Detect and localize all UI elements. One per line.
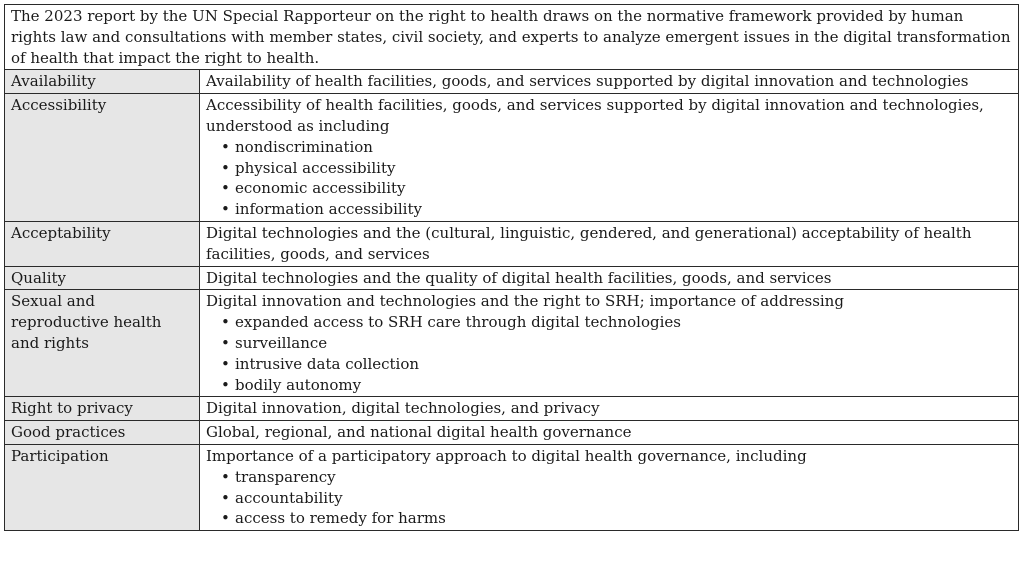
report-table-container bbox=[4, 4, 1019, 531]
row-description-text: Global, regional, and national digital health governance bbox=[206, 423, 632, 442]
table-row bbox=[5, 94, 1019, 222]
bullet-item: • information accessibility bbox=[235, 199, 1012, 220]
row-label-accessibility: Accessibility bbox=[5, 94, 200, 222]
table-row bbox=[5, 397, 1019, 421]
bullet-list bbox=[206, 467, 1012, 529]
row-description-text: Digital innovation, digital technologies, and privacy bbox=[206, 399, 600, 418]
bullet-item: • economic accessibility bbox=[235, 178, 1012, 199]
bullet-item: • bodily autonomy bbox=[235, 375, 1012, 396]
table-row bbox=[5, 266, 1019, 290]
bullet-item: • nondiscrimination bbox=[235, 137, 1012, 158]
row-label-availability: Availability bbox=[5, 70, 200, 94]
table-row bbox=[5, 70, 1019, 94]
table-row bbox=[5, 421, 1019, 445]
table-row bbox=[5, 221, 1019, 266]
right-to-health-table bbox=[4, 4, 1019, 531]
row-description-text: Digital technologies and the quality of digital health facilities, goods, and services bbox=[206, 268, 832, 287]
caption-row bbox=[5, 5, 1019, 70]
row-description-text: Digital technologies and the (cultural, linguistic, gendered, and generational) acceptability of health facilities, goods, and services bbox=[206, 223, 972, 263]
bullet-item: • transparency bbox=[235, 467, 1012, 488]
bullet-item: • physical accessibility bbox=[235, 158, 1012, 179]
table-caption: The 2023 report by the UN Special Rapporteur on the right to health draws on the normative framework provided by human rights law and consultations with member states, civil society, and experts to analyze emergent issues in the digital transformation of health that impact the right to health. bbox=[5, 5, 1019, 70]
row-description-text: Availability of health facilities, goods, and services supported by digital innovation and technologies bbox=[206, 72, 969, 91]
row-label-sexual-reproductive-health: Sexual and reproductive health and rights bbox=[5, 290, 200, 397]
row-description-text: Digital innovation and technologies and the right to SRH; importance of addressing bbox=[206, 292, 844, 311]
bullet-item: • expanded access to SRH care through digital technologies bbox=[235, 312, 1012, 333]
table-row bbox=[5, 444, 1019, 530]
row-label-right-to-privacy: Right to privacy bbox=[5, 397, 200, 421]
row-description-accessibility bbox=[200, 94, 1019, 222]
row-label-participation: Participation bbox=[5, 444, 200, 530]
bullet-item: • intrusive data collection bbox=[235, 354, 1012, 375]
row-description-quality bbox=[200, 266, 1019, 290]
row-label-acceptability: Acceptability bbox=[5, 221, 200, 266]
row-label-quality: Quality bbox=[5, 266, 200, 290]
row-description-text: Importance of a participatory approach to digital health governance, including bbox=[206, 446, 807, 465]
row-description-availability bbox=[200, 70, 1019, 94]
row-label-good-practices: Good practices bbox=[5, 421, 200, 445]
row-description-text: Accessibility of health facilities, goods, and services supported by digital innovation and technologies, understood as including bbox=[206, 96, 984, 135]
bullet-item: • surveillance bbox=[235, 333, 1012, 354]
table-row bbox=[5, 290, 1019, 397]
row-description-right-to-privacy bbox=[200, 397, 1019, 421]
bullet-list bbox=[206, 137, 1012, 220]
row-description-sexual-reproductive-health bbox=[200, 290, 1019, 397]
bullet-list bbox=[206, 312, 1012, 395]
row-description-good-practices bbox=[200, 421, 1019, 445]
bullet-item: • accountability bbox=[235, 488, 1012, 509]
row-description-participation bbox=[200, 444, 1019, 530]
row-description-acceptability bbox=[200, 221, 1019, 266]
bullet-item: • access to remedy for harms bbox=[235, 508, 1012, 529]
